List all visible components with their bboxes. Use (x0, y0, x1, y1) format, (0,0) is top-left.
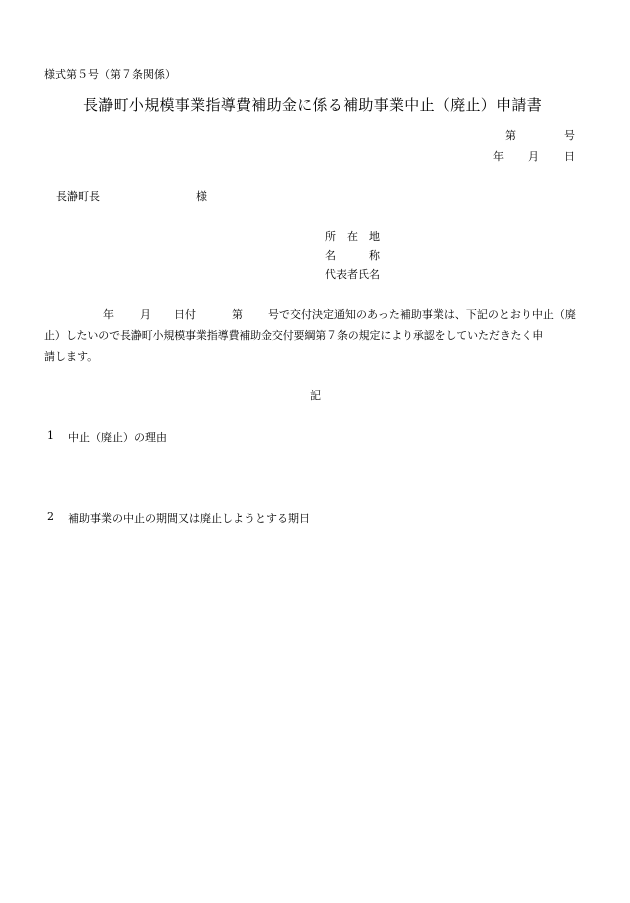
item-2-number: 2 (47, 510, 54, 523)
doc-number-dai: 第 (505, 129, 516, 142)
applicant-address-label: 所 在 地 (325, 230, 380, 243)
item-1-text: 中止（廃止）の理由 (68, 431, 167, 444)
form-label: 様式第５号（第７条関係） (44, 68, 176, 81)
date-year: 年 (493, 150, 504, 163)
body-line1-rest: 号で交付決定通知のあった補助事業は、下記のとおり中止（廃 (268, 308, 576, 321)
body-year: 年 (103, 308, 114, 321)
body-line3: 請します。 (44, 350, 99, 363)
date-month: 月 (528, 150, 539, 163)
applicant-name-label: 名 称 (325, 249, 380, 262)
body-dai: 第 (232, 308, 243, 321)
body-line2: 止）したいので長瀞町小規模事業指導費補助金交付要綱第７条の規定により承認をしていただきたく申 (44, 329, 544, 342)
body-month: 月 (140, 308, 151, 321)
applicant-representative-label: 代表者氏名 (325, 268, 380, 281)
item-2-text: 補助事業の中止の期間又は廃止しようとする期日 (68, 512, 310, 525)
addressee-honorific: 様 (196, 190, 207, 203)
document-title: 長瀞町小規模事業指導費補助金に係る補助事業中止（廃止）申請書 (83, 96, 543, 114)
doc-number-go: 号 (564, 129, 575, 142)
ki-heading: 記 (310, 389, 321, 402)
date-day: 日 (564, 150, 575, 163)
item-1-number: 1 (47, 429, 54, 442)
body-day: 日付 (174, 308, 196, 321)
addressee-name: 長瀞町長 (56, 190, 100, 203)
